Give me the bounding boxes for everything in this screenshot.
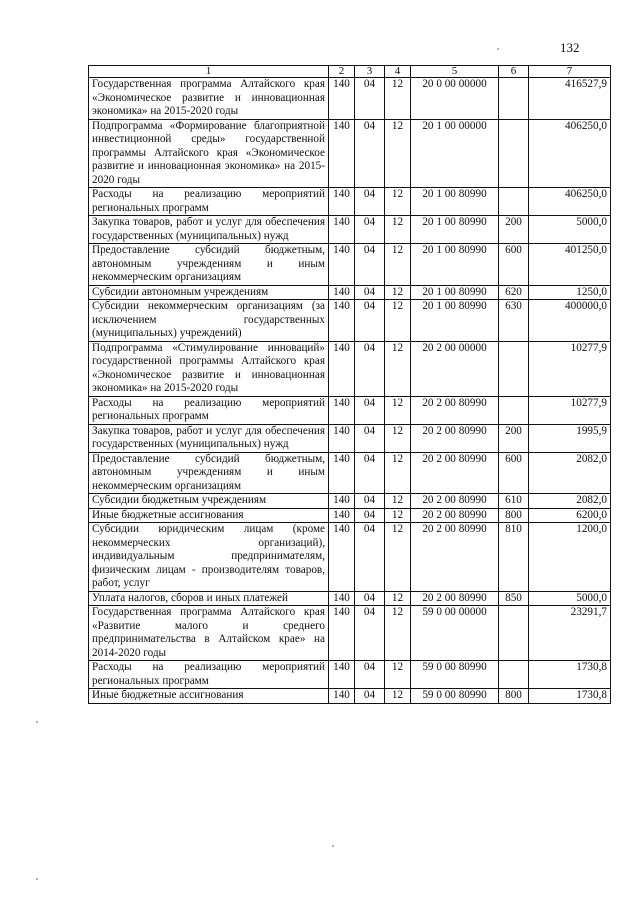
target-article-cell: 20 1 00 80990 — [411, 188, 499, 216]
expense-name-cell: Закупка товаров, работ и услуг для обеспечения государственных (муниципальных) нужд — [89, 424, 329, 452]
section-code-cell: 04 — [355, 119, 385, 188]
section-code-cell: 04 — [355, 78, 385, 120]
amount-cell: 400000,0 — [529, 300, 611, 342]
subsection-code-cell: 12 — [385, 341, 411, 396]
expense-name-cell: Расходы на реализацию мероприятий региональных программ — [89, 661, 329, 689]
expense-type-cell: 800 — [499, 689, 529, 704]
target-article-cell: 20 2 00 00000 — [411, 341, 499, 396]
subsection-code-cell: 12 — [385, 300, 411, 342]
column-header: 1 — [89, 66, 329, 78]
column-header: 5 — [411, 66, 499, 78]
amount-cell: 6200,0 — [529, 508, 611, 523]
section-code-cell: 04 — [355, 591, 385, 606]
target-article-cell: 59 0 00 80990 — [411, 661, 499, 689]
column-header: 6 — [499, 66, 529, 78]
section-code-cell: 04 — [355, 452, 385, 494]
ministry-code-cell: 140 — [329, 452, 355, 494]
amount-cell: 401250,0 — [529, 244, 611, 286]
subsection-code-cell: 12 — [385, 591, 411, 606]
table-row — [89, 216, 611, 244]
table-row — [89, 244, 611, 286]
amount-cell: 416527,9 — [529, 78, 611, 120]
ministry-code-cell: 140 — [329, 689, 355, 704]
section-code-cell: 04 — [355, 300, 385, 342]
column-header: 3 — [355, 66, 385, 78]
amount-cell: 1730,8 — [529, 689, 611, 704]
expense-type-cell: 620 — [499, 285, 529, 300]
expense-type-cell — [499, 661, 529, 689]
subsection-code-cell: 12 — [385, 494, 411, 509]
expense-name-cell: Расходы на реализацию мероприятий региональных программ — [89, 188, 329, 216]
subsection-code-cell: 12 — [385, 606, 411, 661]
amount-cell: 1995,9 — [529, 424, 611, 452]
expense-type-cell: 630 — [499, 300, 529, 342]
expense-type-cell: 200 — [499, 424, 529, 452]
subsection-code-cell: 12 — [385, 244, 411, 286]
table-row — [89, 424, 611, 452]
target-article-cell: 20 2 00 80990 — [411, 508, 499, 523]
subsection-code-cell: 12 — [385, 78, 411, 120]
scan-speck — [36, 878, 38, 880]
section-code-cell: 04 — [355, 424, 385, 452]
expense-type-cell: 800 — [499, 508, 529, 523]
expense-name-cell: Подпрограмма «Стимулирование инноваций» государственной программы Алтайского края «Экономическое развитие и инновационная экономика» на 2015-2020 годы — [89, 341, 329, 396]
target-article-cell: 20 2 00 80990 — [411, 494, 499, 509]
ministry-code-cell: 140 — [329, 216, 355, 244]
expense-type-cell — [499, 396, 529, 424]
ministry-code-cell: 140 — [329, 523, 355, 592]
expense-name-cell: Субсидии юридическим лицам (кроме некоммерческих организаций), индивидуальным предпринимателям, физическим лицам - производителям товаров, работ, услуг — [89, 523, 329, 592]
expense-type-cell: 200 — [499, 216, 529, 244]
amount-cell: 2082,0 — [529, 452, 611, 494]
expense-type-cell: 600 — [499, 244, 529, 286]
expense-type-cell: 850 — [499, 591, 529, 606]
expense-name-cell: Субсидии автономным учреждениям — [89, 285, 329, 300]
target-article-cell: 20 2 00 80990 — [411, 452, 499, 494]
table-row — [89, 396, 611, 424]
table-row — [89, 689, 611, 704]
ministry-code-cell: 140 — [329, 494, 355, 509]
expense-type-cell — [499, 119, 529, 188]
table-row — [89, 508, 611, 523]
ministry-code-cell: 140 — [329, 661, 355, 689]
table-row — [89, 119, 611, 188]
expense-name-cell: Закупка товаров, работ и услуг для обеспечения государственных (муниципальных) нужд — [89, 216, 329, 244]
expense-type-cell: 600 — [499, 452, 529, 494]
table-row — [89, 452, 611, 494]
target-article-cell: 20 2 00 80990 — [411, 591, 499, 606]
header-row — [89, 66, 611, 78]
amount-cell: 1730,8 — [529, 661, 611, 689]
ministry-code-cell: 140 — [329, 188, 355, 216]
section-code-cell: 04 — [355, 508, 385, 523]
ministry-code-cell: 140 — [329, 244, 355, 286]
expense-name-cell: Субсидии бюджетным учреждениям — [89, 494, 329, 509]
table-row — [89, 523, 611, 592]
expense-type-cell — [499, 188, 529, 216]
amount-cell: 2082,0 — [529, 494, 611, 509]
table-row — [89, 285, 611, 300]
ministry-code-cell: 140 — [329, 508, 355, 523]
expense-type-cell: 810 — [499, 523, 529, 592]
target-article-cell: 20 2 00 80990 — [411, 396, 499, 424]
expense-name-cell: Государственная программа Алтайского края «Экономическое развитие и инновационная экономика» на 2015-2020 годы — [89, 78, 329, 120]
section-code-cell: 04 — [355, 285, 385, 300]
ministry-code-cell: 140 — [329, 300, 355, 342]
subsection-code-cell: 12 — [385, 216, 411, 244]
expense-name-cell: Уплата налогов, сборов и иных платежей — [89, 591, 329, 606]
target-article-cell: 59 0 00 80990 — [411, 689, 499, 704]
amount-cell: 5000,0 — [529, 216, 611, 244]
expense-name-cell: Предоставление субсидий бюджетным, автономным учреждениям и иным некоммерческим организациям — [89, 244, 329, 286]
target-article-cell: 20 1 00 80990 — [411, 216, 499, 244]
expense-name-cell: Предоставление субсидий бюджетным, автономным учреждениям и иным некоммерческим организациям — [89, 452, 329, 494]
target-article-cell: 20 1 00 80990 — [411, 244, 499, 286]
target-article-cell: 20 1 00 80990 — [411, 285, 499, 300]
subsection-code-cell: 12 — [385, 508, 411, 523]
table-row — [89, 606, 611, 661]
ministry-code-cell: 140 — [329, 424, 355, 452]
target-article-cell: 20 2 00 80990 — [411, 523, 499, 592]
section-code-cell: 04 — [355, 188, 385, 216]
subsection-code-cell: 12 — [385, 523, 411, 592]
expense-type-cell: 610 — [499, 494, 529, 509]
ministry-code-cell: 140 — [329, 119, 355, 188]
expense-type-cell — [499, 606, 529, 661]
subsection-code-cell: 12 — [385, 661, 411, 689]
table-row — [89, 494, 611, 509]
subsection-code-cell: 12 — [385, 424, 411, 452]
section-code-cell: 04 — [355, 661, 385, 689]
column-header: 2 — [329, 66, 355, 78]
amount-cell: 1250,0 — [529, 285, 611, 300]
scan-speck — [332, 845, 334, 847]
section-code-cell: 04 — [355, 523, 385, 592]
amount-cell: 5000,0 — [529, 591, 611, 606]
target-article-cell: 20 0 00 00000 — [411, 78, 499, 120]
target-article-cell: 20 1 00 80990 — [411, 300, 499, 342]
table-row — [89, 341, 611, 396]
section-code-cell: 04 — [355, 341, 385, 396]
ministry-code-cell: 140 — [329, 606, 355, 661]
table-row — [89, 591, 611, 606]
amount-cell: 406250,0 — [529, 119, 611, 188]
amount-cell: 406250,0 — [529, 188, 611, 216]
amount-cell: 23291,7 — [529, 606, 611, 661]
budget-table — [88, 65, 611, 704]
ministry-code-cell: 140 — [329, 396, 355, 424]
table-row — [89, 661, 611, 689]
expense-name-cell: Иные бюджетные ассигнования — [89, 508, 329, 523]
section-code-cell: 04 — [355, 216, 385, 244]
section-code-cell: 04 — [355, 689, 385, 704]
table-row — [89, 300, 611, 342]
ministry-code-cell: 140 — [329, 285, 355, 300]
scan-speck — [497, 48, 499, 50]
subsection-code-cell: 12 — [385, 452, 411, 494]
subsection-code-cell: 12 — [385, 396, 411, 424]
subsection-code-cell: 12 — [385, 119, 411, 188]
table-body — [89, 78, 611, 704]
expense-name-cell: Расходы на реализацию мероприятий региональных программ — [89, 396, 329, 424]
expense-name-cell: Подпрограмма «Формирование благоприятной инвестиционной среды» государственной программы Алтайского края «Экономическое развитие и инновационная экономика» на 2015-2020 годы — [89, 119, 329, 188]
section-code-cell: 04 — [355, 606, 385, 661]
subsection-code-cell: 12 — [385, 689, 411, 704]
scan-speck — [36, 721, 38, 723]
ministry-code-cell: 140 — [329, 78, 355, 120]
expense-name-cell: Иные бюджетные ассигнования — [89, 689, 329, 704]
table-row — [89, 188, 611, 216]
subsection-code-cell: 12 — [385, 285, 411, 300]
expense-type-cell — [499, 78, 529, 120]
subsection-code-cell: 12 — [385, 188, 411, 216]
ministry-code-cell: 140 — [329, 341, 355, 396]
target-article-cell: 20 2 00 80990 — [411, 424, 499, 452]
target-article-cell: 20 1 00 00000 — [411, 119, 499, 188]
target-article-cell: 59 0 00 00000 — [411, 606, 499, 661]
page-number: 132 — [560, 40, 580, 55]
amount-cell: 10277,9 — [529, 341, 611, 396]
expense-type-cell — [499, 341, 529, 396]
amount-cell: 10277,9 — [529, 396, 611, 424]
table-row — [89, 78, 611, 120]
section-code-cell: 04 — [355, 494, 385, 509]
section-code-cell: 04 — [355, 396, 385, 424]
ministry-code-cell: 140 — [329, 591, 355, 606]
expense-name-cell: Субсидии некоммерческим организациям (за исключением государственных (муниципальных) учреждений) — [89, 300, 329, 342]
column-header: 4 — [385, 66, 411, 78]
amount-cell: 1200,0 — [529, 523, 611, 592]
expense-name-cell: Государственная программа Алтайского края «Развитие малого и среднего предпринимательства в Алтайском крае» на 2014-2020 годы — [89, 606, 329, 661]
column-header: 7 — [529, 66, 611, 78]
section-code-cell: 04 — [355, 244, 385, 286]
